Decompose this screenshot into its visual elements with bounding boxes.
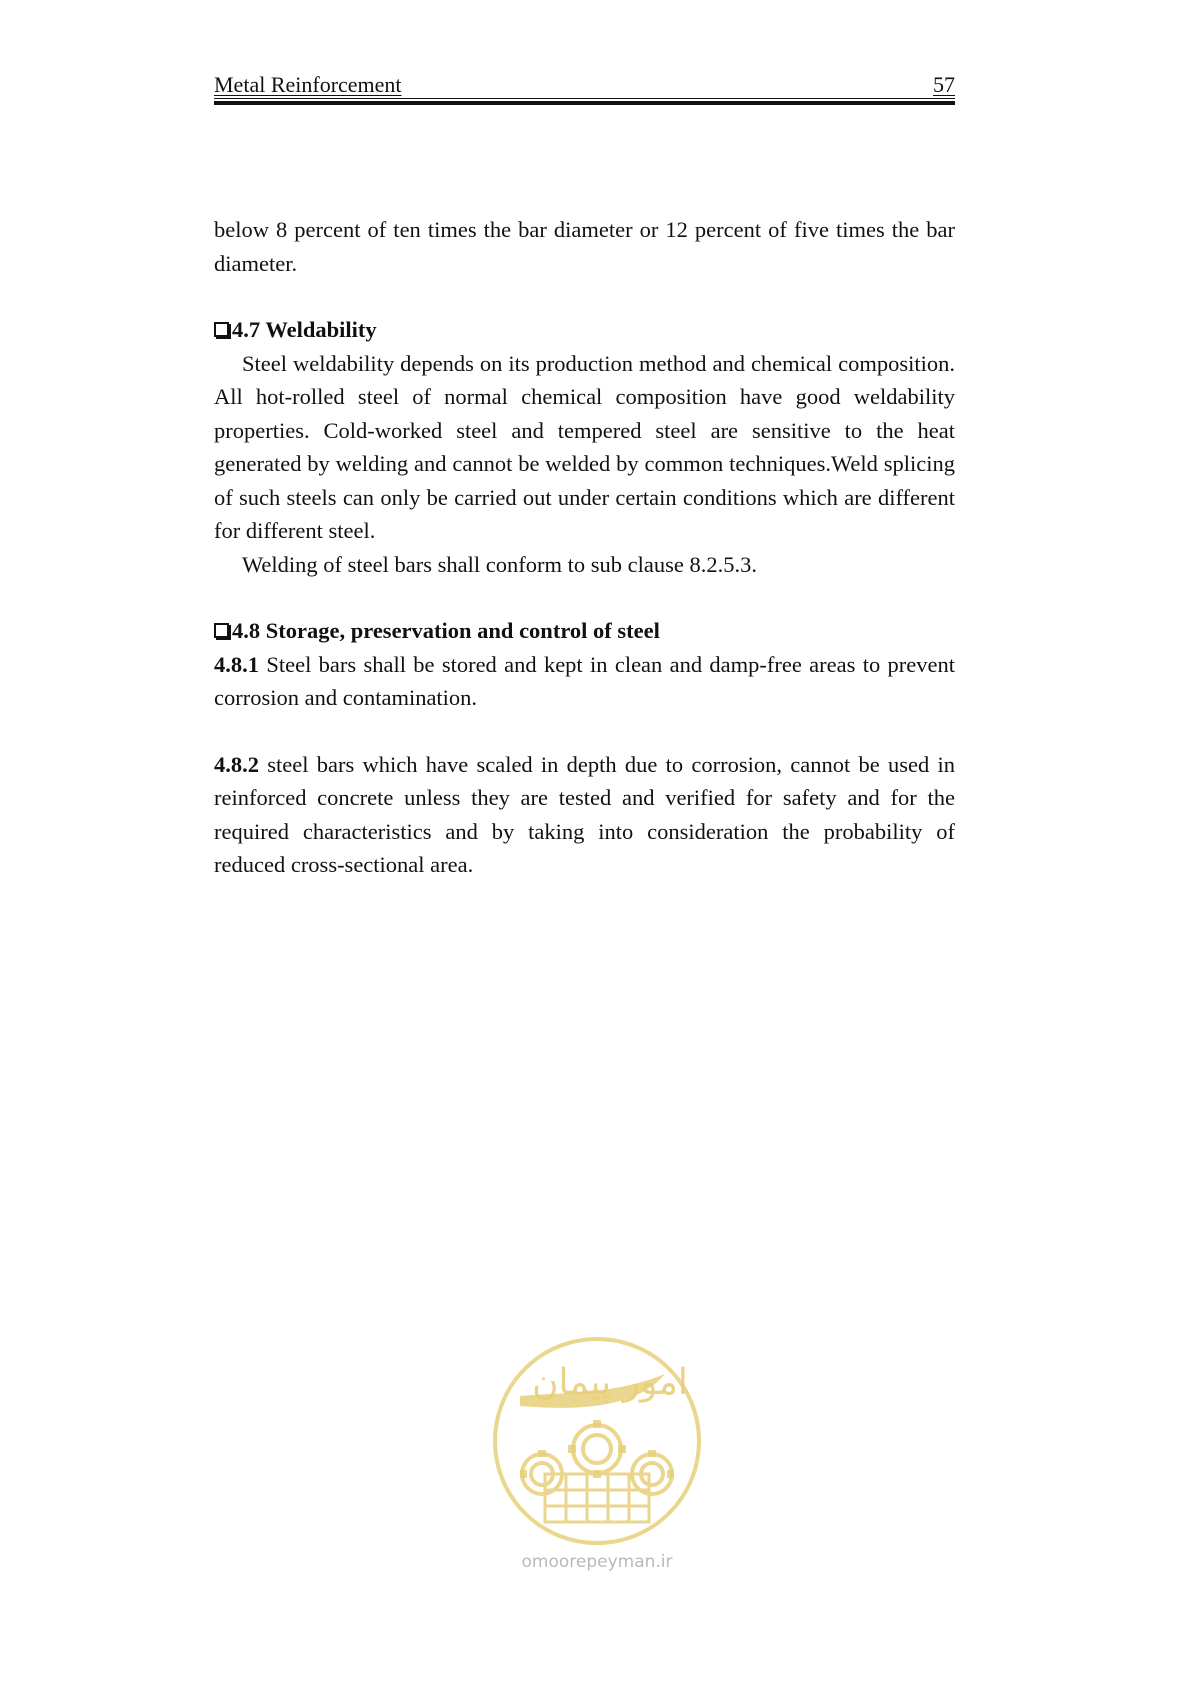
- checkbox-bullet-icon: [214, 322, 229, 337]
- clause-number: 4.8.1: [214, 651, 259, 677]
- header-rule-thin: [214, 98, 955, 99]
- weldability-paragraph: Steel weldability depends on its production method and chemical composition. All hot-rolled steel of normal chemical composition have good weldability properties. Cold-worked steel and tempered steel are sensitive to the heat generated by welding and cannot be welded by common techniques.Weld splicing of such steels can only be carried out under certain conditions which are different for different steel.: [214, 350, 955, 543]
- section-heading-4-8: [214, 614, 955, 648]
- page-content: [214, 213, 955, 882]
- section-heading-4-7-text: 4.7 Weldability: [232, 317, 377, 342]
- clause-4-8-2: [214, 748, 955, 882]
- logo-script: امور پیمان: [532, 1362, 688, 1403]
- page-number: 57: [933, 72, 955, 97]
- running-header-title: Metal Reinforcement: [214, 72, 402, 97]
- section-heading-4-8-text: 4.8 Storage, preservation and control of steel: [232, 618, 660, 643]
- checkbox-bullet-icon: [214, 623, 229, 638]
- section-heading-4-7: [214, 313, 955, 347]
- intro-paragraph: below 8 percent of ten times the bar diameter or 12 percent of five times the bar diameter.: [214, 217, 955, 276]
- clause-4-8-1: [214, 648, 955, 715]
- clause-text: Steel bars shall be stored and kept in clean and damp-free areas to prevent corrosion and contamination.: [214, 651, 956, 710]
- clause-text: steel bars which have scaled in depth due to corrosion, cannot be used in reinforced concrete unless they are tested and verified for safety and for the required characteristics and by taking into consideration the probability of reduced cross-sectional area.: [214, 751, 956, 877]
- clause-number: 4.8.2: [214, 751, 259, 777]
- page-header: [214, 70, 955, 106]
- omoorepeyman-logo-icon: [490, 1334, 704, 1548]
- watermark-caption: omoorepeyman.ir: [521, 1552, 673, 1572]
- header-rule-thick: [214, 101, 955, 105]
- watermark-logo: [490, 1334, 704, 1580]
- welding-conformance-paragraph: Welding of steel bars shall conform to sub clause 8.2.5.3.: [242, 551, 757, 577]
